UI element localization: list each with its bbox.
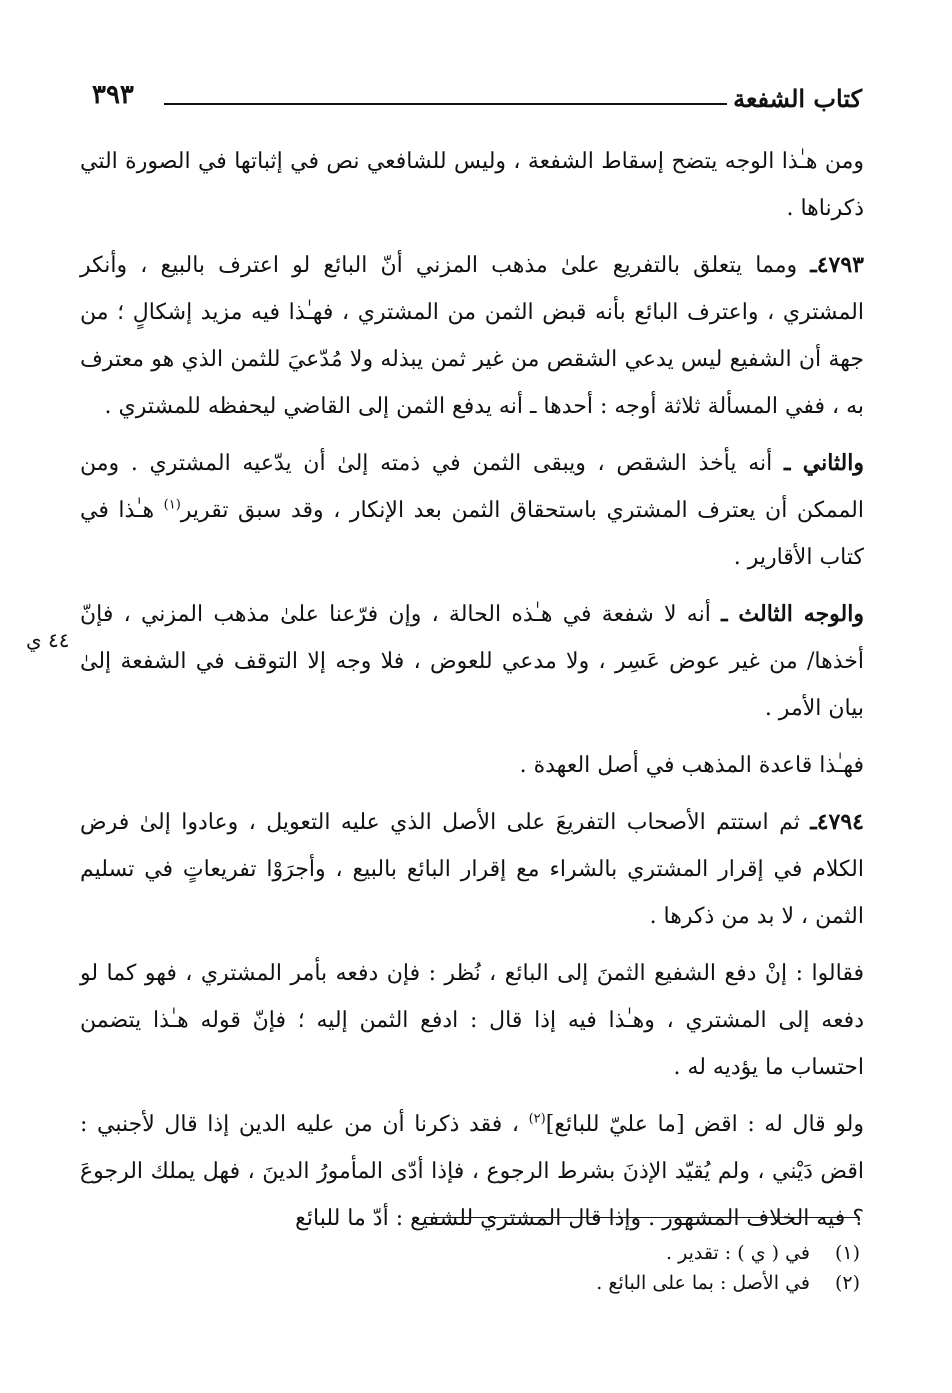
paragraph-text: فقالوا : إنْ دفع الشفيع الثمنَ إلى البائع ، نُظر : فإن دفعه بأمر المشتري ، فهو كما لو دفعه إلى المشتري ، وهـٰذا فيه إذا قال : ادفع الثمن إليه ؛ فإنّ قوله هـٰذا يتضمن احتساب ما يؤديه له . xyxy=(80,961,864,1080)
paragraph-number: ٤٧٩٣ـ xyxy=(810,252,864,278)
paragraph-text-tail: هـٰذا في كتاب الأقارير . xyxy=(80,498,864,570)
book-title: كتاب الشفعة xyxy=(733,84,862,113)
paragraph-text: ومن هـٰذا الوجه يتضح إسقاط الشفعة ، وليس للشافعي نص في إثباتها في الصورة التي ذكرناها . xyxy=(80,149,864,221)
footnotes xyxy=(160,1238,860,1298)
paragraph xyxy=(80,950,864,1091)
paragraph-text: ثم استتم الأصحاب التفريعَ على الأصل الذي عليه التعويل ، وعادوا إلىٰ فرض الكلام في إقرار المشتري بالشراء مع إقرار البائع بالبيع ، وأجرَوْا تفريعاتٍ في تسليم الثمن ، لا بد من ذكرها . xyxy=(80,810,864,929)
paragraph xyxy=(80,1101,864,1242)
paragraph-text: ولو قال له : اقض [ما عليّ للبائع] xyxy=(545,1112,864,1137)
paragraph xyxy=(80,440,864,581)
header-rule xyxy=(164,103,727,105)
paragraph-text: ومما يتعلق بالتفريع علىٰ مذهب المزني أنّ البائع لو اعترف بالبيع ، وأنكر المشتري ، واعترف البائع بأنه قبض الثمن من المشتري ، فهـٰذا فيه مزيد إشكالٍ ؛ من جهة أن الشفيع ليس يدعي الشقص من غير ثمن يبذله ولا مُدّعيَ للثمن الذي هو معترف به ، ففي المسألة ثلاثة أوجه : أحدها ـ أنه يدفع الثمن إلى القاضي ليحفظه للمشتري . xyxy=(80,253,864,419)
paragraph xyxy=(80,138,864,232)
paragraph-text: فهـٰذا قاعدة المذهب في أصل العهدة . xyxy=(519,753,864,778)
paragraph xyxy=(80,799,864,940)
paragraph xyxy=(80,591,864,732)
page-body xyxy=(80,138,864,1252)
paragraph xyxy=(80,242,864,430)
footnote-text: في ( ي ) : تقدير . xyxy=(666,1242,810,1264)
footnote-rule xyxy=(425,1217,860,1218)
footnote xyxy=(160,1238,860,1268)
page-header xyxy=(92,78,862,118)
footnote-text: في الأصل : بما على البائع . xyxy=(596,1272,810,1294)
margin-note: ٤٤ ي xyxy=(26,628,70,652)
footnote-marker: (٢) xyxy=(528,1111,546,1127)
paragraph-text: أنه لا شفعة في هـٰذه الحالة ، وإن فرّعنا علىٰ مذهب المزني ، فإنّ أخذها/ من غير عوض عَسِر ، ولا مدعي للعوض ، فلا وجه إلا التوقف في الشفعة إلىٰ بيان الأمر . xyxy=(80,602,864,721)
paragraph-lead: والثاني ـ xyxy=(783,450,864,476)
paragraph-text-tail: ، فقد ذكرنا أن من عليه الدين إذا قال لأجنبي : اقض دَيْني ، ولم يُقيّد الإذنَ بشرط الرجوع ، فإذا أدّى المأمورُ الدينَ ، فهل يملك الرجوعَ ؟ فيه الخلاف المشهور . وإذا قال المشتري للشفيع : أدّ ما للبائع xyxy=(80,1112,864,1231)
paragraph-number: ٤٧٩٤ـ xyxy=(810,809,864,835)
footnote-number: (٢) xyxy=(834,1272,860,1294)
paragraph-lead: والوجه الثالث ـ xyxy=(721,601,864,627)
page-number: ٣٩٣ xyxy=(92,80,134,110)
footnote-number: (١) xyxy=(834,1242,860,1264)
footnote-marker: (١) xyxy=(163,497,181,513)
footnote xyxy=(160,1268,860,1298)
paragraph xyxy=(80,742,864,789)
paragraph-text: أنه يأخذ الشقص ، ويبقى الثمن في ذمته إلىٰ أن يدّعيه المشتري . ومن الممكن أن يعترف المشتري باستحقاق الثمن بعد الإنكار ، وقد سبق تقرير xyxy=(80,451,864,523)
